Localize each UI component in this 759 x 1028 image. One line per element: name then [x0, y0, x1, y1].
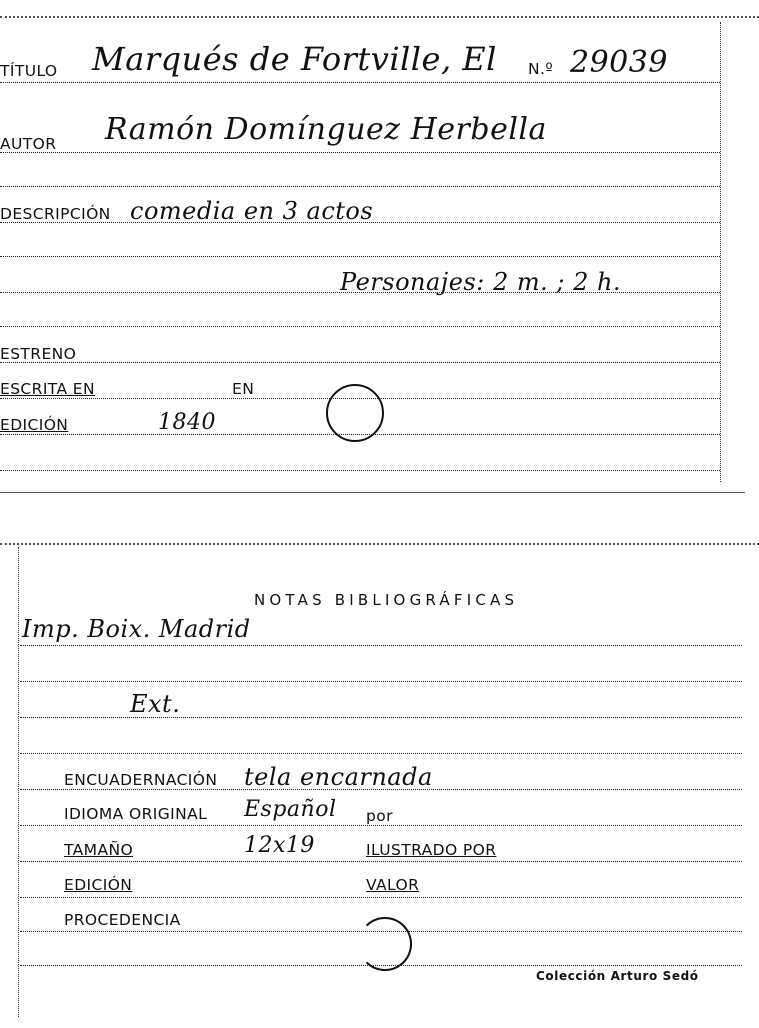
ilustrado-label: ILUSTRADO POR — [366, 841, 497, 859]
blank-rule-3 — [0, 326, 720, 327]
card-left-border — [18, 547, 19, 1017]
encuadernacion-rule — [20, 789, 742, 790]
idioma-label: IDIOMA ORIGINAL — [64, 805, 208, 823]
edicion-value: 1840 — [158, 410, 216, 435]
estreno-label: ESTRENO — [0, 345, 77, 363]
notas-heading: NOTAS BIBLIOGRÁFICAS — [254, 591, 519, 609]
card-top-edge — [0, 543, 759, 555]
blank-rule-2 — [0, 256, 720, 257]
stamp-circle — [358, 917, 412, 971]
note-line-2: Ext. — [130, 690, 181, 718]
note-line-1: Imp. Boix. Madrid — [22, 615, 251, 643]
stamp-circle — [326, 384, 384, 442]
autor-label: AUTOR — [0, 135, 57, 153]
escrita-label: ESCRITA EN — [0, 380, 95, 398]
note-rule-2 — [20, 681, 742, 682]
numero-label: N.º — [528, 60, 554, 78]
note-rule-4 — [20, 753, 742, 754]
encuadernacion-value: tela encarnada — [244, 763, 433, 791]
note-rule-3 — [20, 717, 742, 718]
idioma-value: Español — [244, 797, 337, 822]
collection-imprint: Colección Arturo Sedó — [536, 969, 699, 983]
blank-rule-1 — [0, 186, 720, 187]
titulo-rule — [0, 82, 720, 83]
note-rule-1 — [20, 645, 742, 646]
card-right-border — [720, 22, 721, 482]
edicion-back-rule — [20, 897, 742, 898]
bottom-rule — [20, 965, 742, 966]
personajes-rule — [0, 292, 720, 293]
catalog-card-back — [0, 535, 759, 1028]
personajes-value: Personajes: 2 m. ; 2 h. — [340, 268, 622, 296]
descripcion-value: comedia en 3 actos — [130, 197, 374, 225]
valor-label: VALOR — [366, 876, 420, 894]
card-separator — [0, 492, 745, 493]
bottom-rule — [0, 470, 720, 471]
autor-rule — [0, 152, 720, 153]
tamano-value: 12x19 — [244, 833, 315, 858]
edicion-back-label: EDICIÓN — [64, 876, 133, 894]
idioma-rule — [20, 825, 742, 826]
titulo-value: Marqués de Fortville, El — [92, 40, 497, 78]
catalog-card-front — [0, 0, 759, 500]
tamano-label: TAMAÑO — [64, 841, 134, 859]
numero-value: 29039 — [570, 45, 668, 80]
por-label: por — [366, 807, 393, 825]
descripcion-rule — [0, 222, 720, 223]
tamano-rule — [20, 861, 742, 862]
titulo-label: TÍTULO — [0, 62, 58, 80]
card-top-edge — [0, 16, 759, 28]
edicion-label: EDICIÓN — [0, 416, 69, 434]
procedencia-label: PROCEDENCIA — [64, 911, 181, 929]
en-label: EN — [232, 380, 255, 398]
estreno-rule — [0, 362, 720, 363]
autor-value: Ramón Domínguez Herbella — [105, 112, 547, 147]
encuadernacion-label: ENCUADERNACIÓN — [64, 771, 218, 789]
descripcion-label: DESCRIPCIÓN — [0, 205, 111, 223]
